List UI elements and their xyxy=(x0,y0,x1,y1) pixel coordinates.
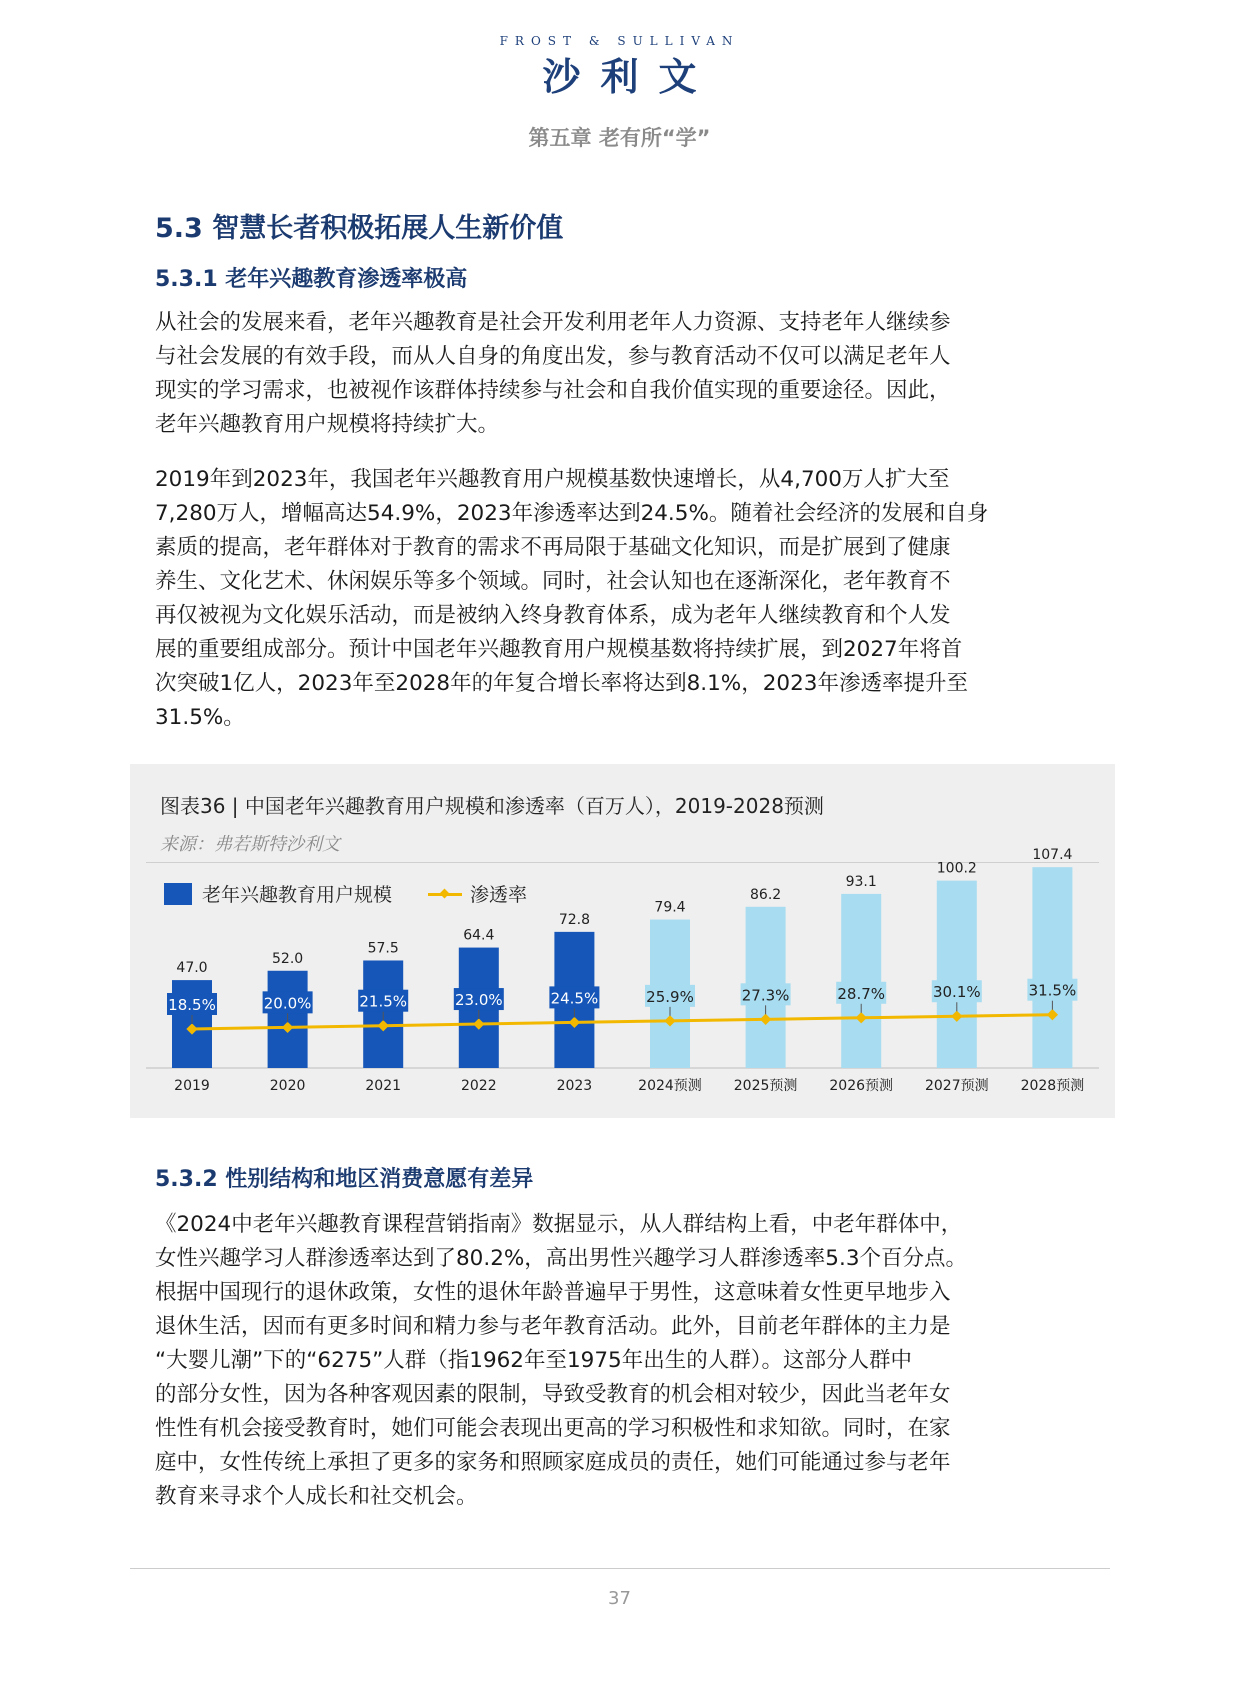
paragraph-3 xyxy=(155,1208,1095,1514)
rate-label: 21.5% xyxy=(359,992,408,1011)
paragraph-line: 次突破1亿人，2023年至2028年的年复合增长率将达到8.1%，2023年渗透率提升至 xyxy=(155,671,968,696)
paragraph-1 xyxy=(155,306,1095,442)
x-tick-label: 2021 xyxy=(365,1078,402,1094)
bar-value-label: 100.2 xyxy=(936,860,977,877)
chart-title: 图表36 | 中国老年兴趣教育用户规模和渗透率（百万人），2019-2028预测 xyxy=(160,794,824,818)
x-tick-label: 2024预测 xyxy=(638,1078,702,1094)
rate-label: 20.0% xyxy=(263,994,312,1013)
x-tick-label: 2026预测 xyxy=(829,1078,894,1094)
x-tick-label: 2027预测 xyxy=(924,1078,989,1094)
x-tick-label: 2028预测 xyxy=(1020,1078,1085,1094)
chapter-title: 第五章 老有所“学” xyxy=(528,126,711,150)
bar-value-label: 79.4 xyxy=(654,899,686,916)
logo-chinese: 沙利文 xyxy=(542,55,717,99)
paragraph-line: “大婴儿潮”下的“6275”人群（指1962年至1975年出生的人群）。这部分人群中 xyxy=(155,1348,912,1373)
x-tick-label: 2019 xyxy=(174,1078,210,1094)
rate-label: 27.3% xyxy=(741,986,790,1005)
paragraph-line: 从社会的发展来看，老年兴趣教育是社会开发利用老年人力资源、支持老年人继续参 xyxy=(155,310,951,335)
paragraph-line: 再仅被视为文化娱乐活动，而是被纳入终身教育体系，成为老年人继续教育和个人发 xyxy=(155,603,951,628)
bar-value-label: 72.8 xyxy=(558,911,590,928)
bar-value-label: 57.5 xyxy=(367,940,399,957)
paragraph-line: 教育来寻求个人成长和社交机会。 xyxy=(155,1484,478,1509)
rate-label: 25.9% xyxy=(646,987,694,1006)
paragraph-line: 女性兴趣学习人群渗透率达到了80.2%，高出男性兴趣学习人群渗透率5.3个百分点。 xyxy=(155,1246,967,1271)
x-tick-label: 2020 xyxy=(269,1078,306,1094)
legend-bar-label: 老年兴趣教育用户规模 xyxy=(202,884,393,906)
bar xyxy=(841,894,881,1068)
footer-divider xyxy=(130,1568,1110,1569)
bar-value-label: 47.0 xyxy=(176,960,208,977)
bar-value-label: 64.4 xyxy=(463,927,495,944)
paragraph-line: 现实的学习需求，也被视作该群体持续参与社会和自我价值实现的重要途径。因此， xyxy=(155,378,951,403)
paragraph-line: 退休生活，因而有更多时间和精力参与老年教育活动。此外，目前老年群体的主力是 xyxy=(155,1314,951,1339)
rate-label: 30.1% xyxy=(932,983,981,1002)
subsection-title-1: 5.3.1 老年兴趣教育渗透率极高 xyxy=(155,267,468,292)
rate-label: 23.0% xyxy=(454,991,503,1010)
bar xyxy=(937,881,977,1068)
logo-english: FROST & SULLIVAN xyxy=(499,34,740,48)
bar-value-label: 93.1 xyxy=(845,873,877,890)
page-number: 37 xyxy=(608,1588,631,1609)
x-tick-label: 2022 xyxy=(460,1078,497,1094)
paragraph-line: 31.5%。 xyxy=(155,705,245,730)
subsection-title-2: 5.3.2 性别结构和地区消费意愿有差异 xyxy=(155,1167,534,1192)
chart-container xyxy=(130,764,1115,1118)
rate-line xyxy=(192,1015,1052,1029)
paragraph-line: 养生、文化艺术、休闲娱乐等多个领域。同时，社会认知也在逐渐深化，老年教育不 xyxy=(155,569,951,594)
paragraph-line: 性性有机会接受教育时，她们可能会表现出更高的学习积极性和求知欲。同时，在家 xyxy=(155,1416,951,1441)
chart-plot xyxy=(130,764,1115,1118)
paragraph-line: 2019年到2023年，我国老年兴趣教育用户规模基数快速增长，从4,700万人扩大至 xyxy=(155,467,950,492)
bar-value-label: 86.2 xyxy=(750,886,782,903)
rate-label: 31.5% xyxy=(1028,981,1077,1000)
x-tick-label: 2025预测 xyxy=(733,1078,798,1094)
logo xyxy=(0,34,1239,101)
paragraph-line: 《2024中老年兴趣教育课程营销指南》数据显示，从人群结构上看，中老年群体中， xyxy=(155,1212,963,1237)
paragraph-line: 根据中国现行的退休政策，女性的退休年龄普遍早于男性，这意味着女性更早地步入 xyxy=(155,1280,951,1305)
rate-label: 28.7% xyxy=(837,984,886,1003)
section-title: 5.3 智慧长者积极拓展人生新价值 xyxy=(155,213,564,244)
paragraph-line: 与社会发展的有效手段，而从人自身的角度出发，参与教育活动不仅可以满足老年人 xyxy=(155,344,951,369)
legend-line-label: 渗透率 xyxy=(470,884,528,906)
paragraph-2 xyxy=(155,463,1095,735)
bar-value-label: 52.0 xyxy=(272,950,304,967)
paragraph-line: 展的重要组成部分。预计中国老年兴趣教育用户规模基数将持续扩展，到2027年将首 xyxy=(155,637,963,662)
paragraph-line: 庭中，女性传统上承担了更多的家务和照顾家庭成员的责任，她们可能通过参与老年 xyxy=(155,1450,951,1475)
rate-label: 18.5% xyxy=(168,996,216,1014)
chart-source: 来源：弗若斯特沙利文 xyxy=(160,834,340,855)
rate-label: 24.5% xyxy=(550,989,599,1008)
paragraph-line: 的部分女性，因为各种客观因素的限制，导致受教育的机会相对较少，因此当老年女 xyxy=(155,1382,951,1407)
paragraph-line: 老年兴趣教育用户规模将持续扩大。 xyxy=(155,412,500,437)
paragraph-line: 素质的提高，老年群体对于教育的需求不再局限于基础文化知识，而是扩展到了健康 xyxy=(155,535,951,560)
bar-value-label: 107.4 xyxy=(1032,847,1073,864)
bar xyxy=(1032,867,1072,1068)
x-tick-label: 2023 xyxy=(556,1078,593,1094)
paragraph-line: 7,280万人，增幅高达54.9%，2023年渗透率达到24.5%。随着社会经济的发展和自身 xyxy=(155,501,989,526)
